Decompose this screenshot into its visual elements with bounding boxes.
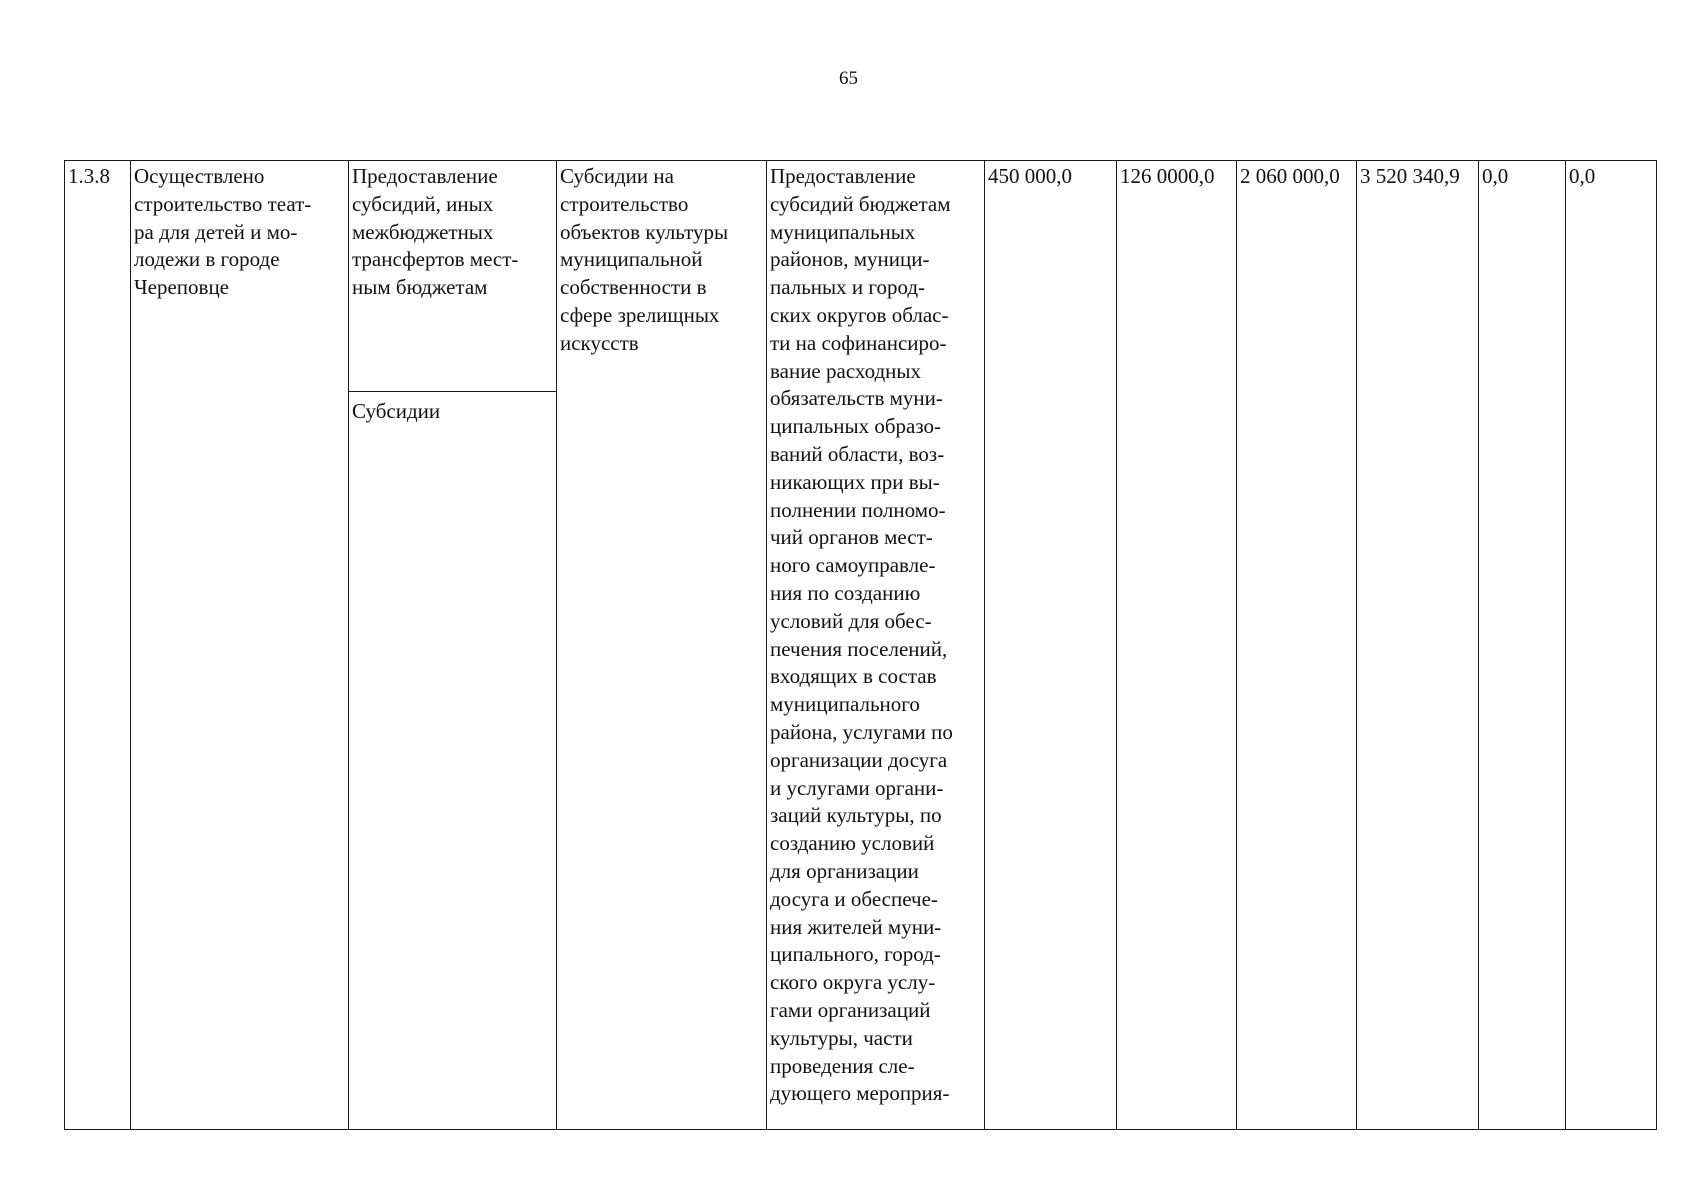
value-cell-6: 0,0 (1566, 161, 1657, 1130)
value-cell-1: 450 000,0 (985, 161, 1117, 1130)
mechanism-top-text: Предоставление субсидий, иных межбюджетных трансфертов мест- ным бюджетам (349, 161, 556, 392)
purpose-text: Субсидии на строительство объектов культуры муниципальной собственности в сфере зрелищных искусств (560, 164, 729, 355)
result-text: Осуществлено строительство теат- ра для детей и мо- лодежи в городе Череповце (134, 164, 312, 300)
mechanism-cell (349, 161, 557, 1130)
purpose-cell (557, 161, 767, 1130)
page-number: 65 (839, 68, 858, 89)
mechanism-bottom-text: Субсидии (352, 399, 441, 423)
budget-table (64, 160, 1657, 1130)
result-cell (131, 161, 349, 1130)
description-cell (767, 161, 985, 1130)
row-code: 1.3.8 (68, 164, 110, 188)
table-row (65, 161, 1657, 1130)
value-cell-5: 0,0 (1479, 161, 1566, 1130)
row-code-cell (65, 161, 131, 1130)
description-text: Предоставление субсидий бюджетам муниципальных районов, муници- пальных и город- ских округов облас- ти на софинансиро- вание расходных обязательств муни- ципальных образо- ваний области, воз- никающих при вы- полнении полномо- чий органов мест- ного самоуправле- ния по созданию условий для обес- печения поселений, входящих в состав муниципального района, услугами по организации досуга и услугами органи- заций культуры, по созданию условий для организации досуга и обеспече- ния жителей муни- ципального, город- ского округа услу- гами организаций культуры, части проведения сле- дующего мероприя- (770, 164, 953, 1106)
value-cell-2: 126 0000,0 (1117, 161, 1237, 1130)
value-cell-3: 2 060 000,0 (1237, 161, 1357, 1130)
value-cell-4: 3 520 340,9 (1357, 161, 1479, 1130)
